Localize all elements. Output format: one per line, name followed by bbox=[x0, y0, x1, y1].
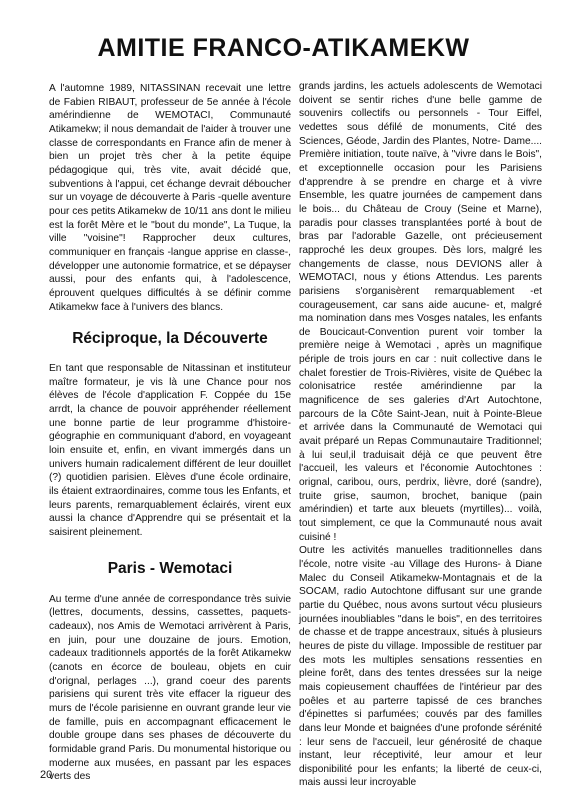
intro-paragraph: A l'automne 1989, NITASSINAN recevait une lettre de Fabien RIBAUT, professeur de 5e année à l'école amérindienne de WEMOTACI, Communauté Atikamekw; il nous demandait de l'aider à trouver une classe de correspondants en France afin de mener à bien un projet très cher à la petite équipe pédagogique qui, très vite, avait décidé que, subventions à l'appui, cet échange devrait déboucher sur un voyage de découverte à Paris -quelle aventure pour ces petits Atikamekw de 10/11 ans dont le milieu est la forêt Mère et le "bout du monde", La Tuque, la ville "voisine"! Rapprocher deux cultures, communiquer en français -langue apprise en classe-, développer une autonomie formatrice, et se dépayser aussi, pour des enfants qui, à l'adolescence, éprouvent quelques difficultés à se définir comme Atikamekw face à l'univers des blancs. bbox=[49, 83, 291, 313]
section-heading-paris-wemotaci: Paris - Wemotaci bbox=[107, 559, 233, 577]
reciproque-paragraph: En tant que responsable de Nitassinan et instituteur maître formateur, je vis là une Chance pour nos élèves de l'école d'application F. Coppée du 15e arrdt, la chance de pouvoir appréhender réellement une bonne partie de leur programme d'histoire-géographie en communiquant d'abord, en voyageant loin ensuite et, enfin, en vivant immergés dans un univers humain radicalement différent de leur douillet (?) quotidien parisien. Elèves d'une école ordinaire, ils étaient extraordinaires, comme tous les Enfants, et leurs parents, remarquablement éclairés, virent eux aussi la chance d'Apprendre qui se présentait et la saisirent pleinement. bbox=[49, 363, 291, 539]
page-number: 20 bbox=[40, 769, 53, 781]
section-heading-reciproque: Réciproque, la Découverte bbox=[72, 330, 268, 348]
article-title: AMITIE FRANCO-ATIKAMEKW bbox=[97, 34, 470, 62]
left-column bbox=[49, 82, 291, 784]
right-column bbox=[299, 80, 542, 790]
paris-paragraph: Au terme d'une année de correspondance très suivie (lettres, documents, dessins, cassettes, paquets-cadeaux), nos Amis de Wemotaci arrivèrent à Paris, en juin, pour une douzaine de jours. Emotion, cadeaux traditionnels apportés de la forêt Atikamekw (canots en écorce de bouleau, objets en cuir d'orignal, perlages ...), grand coeur des parents parisiens qui surent très vite effacer la rigueur des murs de l'école parisienne en ouvrant grande leur vie de famille, puis en accompagnant efficacement le double groupe dans ses phases de découverte du formidable grand Paris. Du monumental historique ou moderne aux musées, en passant par les espaces verts des bbox=[49, 593, 291, 783]
activities-paragraph: Outre les activités manuelles traditionnelles dans l'école, notre visite -au Village des Hurons- à Diane Malec du Conseil Atikamekw-Montagnais et de la SOCAM, radio Autochtone diffusant sur une grande partie du Québec, nous avons surtout vécu plusieurs journées inoubliables "dans le bois", en des territoires de chasse et de trappe ancestraux, situés à plusieurs heures de piste du village. Impossible de restituer par des mots les multiples sensations ressenties en pleine forêt, dans des tentes dressées sur la neige mais copieusement chauffées de l'intérieur par des poêles et au parterre tapissé de ces branches d'épinettes si parfumées; couvés par des familles dans leur Monde et baignées d'une profonde sérénité : leur sens de l'accueil, leur générosité de chaque instant, leur réceptivité, leur amour et leur disponibilité pour les enfants; la liberté de ceux-ci, mais aussi leur incroyable bbox=[299, 545, 542, 789]
continuation-paragraph: grands jardins, les actuels adolescents de Wemotaci doivent se sentir riches d'une belle gamme de souvenirs collectifs ou personnels - Tour Eiffel, vedettes sous défilé de monuments, Cité des Sciences, Géode, Jardin des Plantes, Notre- Dame.... Première initiation, toute naïve, à "vivre dans le Bois", et exceptionnelle occasion pour les Parisiens d'apprendre à se prendre en charge et à vivre Ensemble, les quatre journées de campement dans le bois... du Château de Crouy (Seine et Marne), paradis pour classes transplantées porté à bout de bras par l'adorable Gazelle, ont précieusement rapproché les deux groupes. Dès lors, malgré les changements de classe, nous DEVIONS aller à WEMOTACI, nous y étions Attendus. Les parents parisiens s'organisèrent remarquablement -et courageusement, car sans aide aucune- et, malgré ma nomination dans mes Vosges natales, les enfants de Boucicaut-Convention purent voir tomber la première neige à Wemotaci , après un magnifique périple de trois jours en car : nuit collective dans le chalet forestier de Trois-Rivières, visite de Québec la colonisatrice restée amérindienne par la magnificence de ses galeries d'Art Autochtone, parcours de la Côte Saint-Jean, nuit à Pointe-Bleue et arrivée dans la Communauté de Wemotaci qui avait préparé un Repas Communautaire Traditionnel; à lui seul,il traduisait déjà ce que peuvent être l'accueil, les valeurs et l'économie Autochtones : orignal, caribou, ours, perdrix, lièvre, doré (sandre), truite grise, saumon, brochet, banique (pain amérindien) et tarte aux bleuets (myrtilles)... voilà, tout simplement, ce que la Communauté nous avait cuisiné ! bbox=[299, 81, 542, 543]
